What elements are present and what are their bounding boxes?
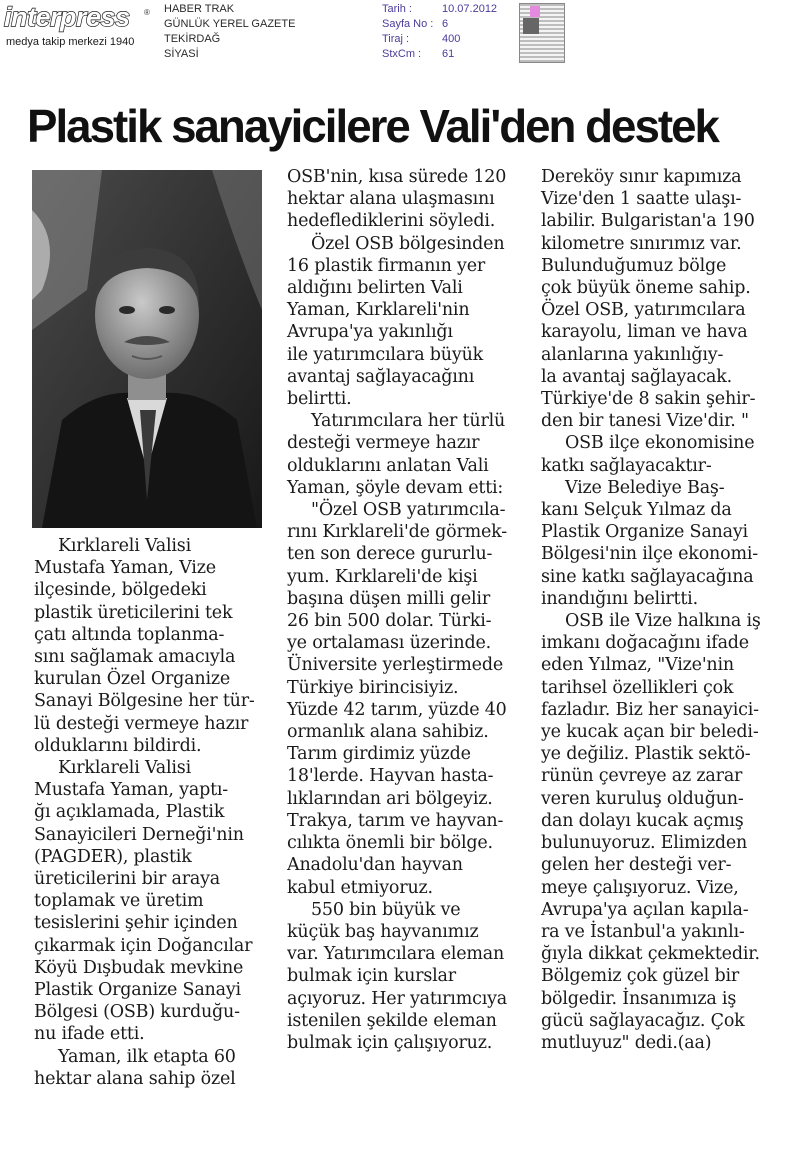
detail-value: 400 bbox=[442, 33, 461, 45]
article-text-line: avantaj sağlayacağını bbox=[287, 366, 475, 387]
article-text-line: Türkiye'de 8 sakin şehir- bbox=[541, 389, 756, 410]
article-text-line: Avrupa'ya açılan kapıla- bbox=[541, 899, 749, 920]
detail-stxcm bbox=[382, 47, 497, 62]
article-text-line: Bölgesi'nin ilçe ekonomi- bbox=[541, 544, 758, 565]
article-text-line: 16 plastik firmanın yer bbox=[287, 255, 486, 276]
article-text-line: plastik üreticilerini tek bbox=[34, 602, 233, 623]
detail-value: 61 bbox=[442, 48, 455, 60]
publication-category: SİYASİ bbox=[164, 48, 199, 60]
article-text-line: veren kuruluş olduğun- bbox=[541, 788, 744, 809]
article-text-line: Anadolu'dan hayvan bbox=[287, 855, 463, 876]
article-text-line: gelen her desteği ver- bbox=[541, 855, 732, 876]
article-column-1 bbox=[34, 535, 255, 1090]
article-text-line: Mustafa Yaman, Vize bbox=[34, 558, 216, 579]
article-text-line: toplamak ve üretim bbox=[34, 891, 204, 912]
article-text-line: desteği vermeye hazır bbox=[287, 433, 480, 454]
publication-city: TEKİRDAĞ bbox=[164, 33, 221, 45]
article-text-line: üreticilerini bir araya bbox=[34, 869, 221, 890]
article-text-line: Özel OSB bölgesinden bbox=[311, 233, 505, 254]
article-text-line: 26 bin 500 dolar. Türki- bbox=[287, 611, 492, 632]
detail-label: Tarih : bbox=[382, 3, 412, 15]
article-text-line: rünün çevreye az zarar bbox=[541, 766, 743, 787]
article-text-line: Mustafa Yaman, yaptı- bbox=[34, 780, 229, 801]
article-text-line: eden Yılmaz, "Vize'nin bbox=[541, 655, 734, 676]
article-text-line: bulmak için çalışıyoruz. bbox=[287, 1032, 493, 1053]
article-text-line: den bir tanesi Vize'dir. " bbox=[541, 411, 749, 432]
page-location-marker bbox=[530, 6, 540, 17]
article-text-line: imkanı doğacağını ifade bbox=[541, 633, 749, 654]
detail-label: Sayfa No : bbox=[382, 18, 434, 30]
article-text-line: Dereköy sınır kapımıza bbox=[541, 167, 742, 187]
article-text-line: Yaman, şöyle devam etti: bbox=[287, 477, 504, 498]
article-text-line: Tarım girdimiz yüzde bbox=[287, 744, 471, 765]
article-text-line: başına düşen milli gelir bbox=[287, 588, 490, 609]
article-text-line: tesislerini şehir içinden bbox=[34, 913, 238, 934]
article-text-line: Plastik Organize Sanayi bbox=[34, 980, 241, 1001]
article-text-line: aldığını belirten Vali bbox=[287, 278, 463, 299]
article-text-line: Yatırımcılara her türlü bbox=[311, 411, 506, 432]
detail-page bbox=[382, 17, 497, 32]
article-text-line: Avrupa'ya yakınlığı bbox=[287, 322, 453, 343]
article-text-line: açıyoruz. Her yatırımcıya bbox=[287, 988, 508, 1009]
article-text-line: yum. Kırklareli'de kişi bbox=[287, 566, 478, 587]
detail-label: StxCm : bbox=[382, 48, 422, 60]
article-text-line: Bulunduğumuz bölge bbox=[541, 255, 727, 276]
registered-mark: ® bbox=[144, 8, 150, 17]
article-text-line: Yüzde 42 tarım, yüzde 40 bbox=[287, 699, 507, 720]
article-text-line: hektar alana ulaşmasını bbox=[287, 189, 495, 210]
article-text-line: nu ifade etti. bbox=[34, 1024, 145, 1045]
logo-wordmark: interpress bbox=[4, 2, 130, 32]
article-text-line: gücü sağlayacağız. Çok bbox=[541, 1010, 745, 1031]
article-text-line: la avantaj sağlayacak. bbox=[541, 366, 733, 387]
article-text-line: ye kucak açan bir beledi- bbox=[541, 722, 759, 743]
article-text-line: bulunuyoruz. Elimizden bbox=[541, 833, 748, 854]
article-column-2 bbox=[287, 166, 507, 1054]
article-text-line: Üniversite yerleştirmede bbox=[287, 655, 504, 676]
detail-circulation bbox=[382, 32, 497, 47]
article-text-line: ten son derece gururlu- bbox=[287, 544, 493, 565]
article-text-line: Yaman, Kırklareli'nin bbox=[287, 300, 470, 321]
article-text-line: "Özel OSB yatırımcıla- bbox=[311, 500, 506, 521]
article-text-line: ile yatırımcılara büyük bbox=[287, 344, 484, 365]
article-text-line: Köyü Dışbudak mevkine bbox=[34, 957, 244, 978]
article-text-line: mutluyuz" dedi.(aa) bbox=[541, 1032, 712, 1053]
article-text-line: ye değiliz. Plastik sektö- bbox=[541, 744, 751, 765]
article-text-line: OSB ile Vize halkına iş bbox=[565, 611, 761, 632]
article-text-line: Kırklareli Valisi bbox=[58, 758, 191, 779]
detail-value: 10.07.2012 bbox=[442, 3, 498, 15]
article-text-line: Trakya, tarım ve hayvan- bbox=[287, 810, 504, 831]
logo-tagline: medya takip merkezi 1940 bbox=[6, 36, 135, 48]
article-text-line: çıkarmak için Doğancılar bbox=[34, 935, 253, 956]
article-text-line: sine katkı sağlayacağına bbox=[541, 566, 754, 587]
article-text-line: tarihsel özellikleri çok bbox=[541, 677, 734, 698]
article-text-line: Sanayicileri Derneği'nin bbox=[34, 824, 244, 845]
article-text-line: Bölgemiz çok güzel bir bbox=[541, 966, 740, 987]
article-text-line: ğıyla dikkat çekmektedir. bbox=[541, 944, 760, 965]
article-text-line: Kırklareli Valisi bbox=[58, 536, 191, 556]
publication-name: HABER TRAK bbox=[164, 3, 235, 15]
detail-date bbox=[382, 2, 497, 17]
article-text-line: Türkiye birincisiyiz. bbox=[287, 677, 459, 698]
article-text-line: bulmak için kurslar bbox=[287, 966, 456, 987]
article-text-line: kurulan Özel Organize bbox=[34, 669, 231, 690]
article-text-line: Vize Belediye Baş- bbox=[565, 477, 725, 498]
article-text-line: ilçesinde, bölgedeki bbox=[34, 580, 207, 601]
article-text-line: (PAGDER), plastik bbox=[34, 846, 192, 867]
article-text-line: 550 bin büyük ve bbox=[311, 899, 461, 920]
article-text-line: sını sağlamak amacıyla bbox=[34, 647, 236, 668]
article-text-line: lıklarından ari bölgeyiz. bbox=[287, 788, 493, 809]
article-text-line: çatı altında toplanma- bbox=[34, 624, 225, 645]
article-text-line: ra ve İstanbul'a yakınlı- bbox=[541, 921, 745, 942]
article-text-line: labilir. Bulgaristan'a 190 bbox=[541, 211, 755, 232]
article-text-line: OSB ilçe ekonomisine bbox=[565, 433, 755, 454]
article-text-line: fazladır. Biz her sanayici- bbox=[541, 699, 759, 720]
article-text-line: karayolu, liman ve hava bbox=[541, 322, 748, 343]
article-text-line: hedeflediklerini söyledi. bbox=[287, 211, 496, 232]
article-text-line: kanı Selçuk Yılmaz da bbox=[541, 500, 732, 521]
article-text-line: bölgedir. İnsanımıza iş bbox=[541, 988, 737, 1009]
article-text-line: alanlarına yakınlığıy- bbox=[541, 344, 724, 365]
article-text-line: olduklarını bildirdi. bbox=[34, 735, 202, 756]
interpress-logo bbox=[4, 2, 154, 54]
article-headline: Plastik sanayicilere Vali'den destek bbox=[27, 100, 718, 152]
article-text-line: Özel OSB, yatırımcılara bbox=[541, 300, 746, 321]
publication-info bbox=[164, 2, 295, 62]
article-text-line: dan dolayı kucak açmış bbox=[541, 810, 744, 831]
article-text-line: kabul etmiyoruz. bbox=[287, 877, 433, 898]
article-text-line: ormanlık alana sahibiz. bbox=[287, 722, 489, 743]
article-column-3 bbox=[541, 166, 761, 1054]
article-text-line: rını Kırklareli'de görmek- bbox=[287, 522, 507, 543]
article-text-line: olduklarını anlatan Vali bbox=[287, 455, 489, 476]
article-text-line: istenilen şekilde eleman bbox=[287, 1010, 497, 1031]
portrait-illustration bbox=[32, 170, 262, 528]
detail-label: Tiraj : bbox=[382, 33, 410, 45]
article-text-line: Yaman, ilk etapta 60 bbox=[58, 1046, 236, 1067]
article-text-line: küçük baş hayvanımız bbox=[287, 921, 479, 942]
article-text-line: meye çalışıyoruz. Vize, bbox=[541, 877, 739, 898]
article-text-line: OSB'nin, kısa sürede 120 bbox=[287, 167, 507, 187]
article-text-line: lü desteği vermeye hazır bbox=[34, 713, 249, 734]
article-text-line: Plastik Organize Sanayi bbox=[541, 522, 748, 543]
page-thumbnail bbox=[519, 3, 565, 63]
article-text-line: ye ortalaması üzerinde. bbox=[287, 633, 491, 654]
article-text-line: katkı sağlayacaktır- bbox=[541, 455, 712, 476]
article-text-line: belirtti. bbox=[287, 389, 352, 410]
detail-value: 6 bbox=[442, 18, 449, 30]
article-text-line: Sanayi Bölgesine her tür- bbox=[34, 691, 255, 712]
article-text-line: ğı açıklamada, Plastik bbox=[34, 802, 225, 823]
article-text-line: inandığını belirtti. bbox=[541, 588, 698, 609]
article-text-line: var. Yatırımcılara eleman bbox=[287, 944, 505, 965]
article-text-line: hektar alana sahip özel bbox=[34, 1068, 236, 1089]
clipping-details bbox=[382, 2, 497, 62]
article-text-line: Vize'den 1 saatte ulaşı- bbox=[541, 189, 742, 210]
article-text-line: 18'lerde. Hayvan hasta- bbox=[287, 766, 494, 787]
article-text-line: çok büyük öneme sahip. bbox=[541, 278, 751, 299]
thumbnail-photo bbox=[523, 18, 539, 34]
article-text-line: kilometre sınırımız var. bbox=[541, 233, 742, 254]
article-text-line: cılıkta önemli bir bölge. bbox=[287, 833, 493, 854]
article-text-line: Bölgesi (OSB) kurduğu- bbox=[34, 1002, 240, 1023]
governor-photo bbox=[32, 170, 262, 528]
publication-frequency: GÜNLÜK YEREL GAZETE bbox=[164, 18, 296, 30]
